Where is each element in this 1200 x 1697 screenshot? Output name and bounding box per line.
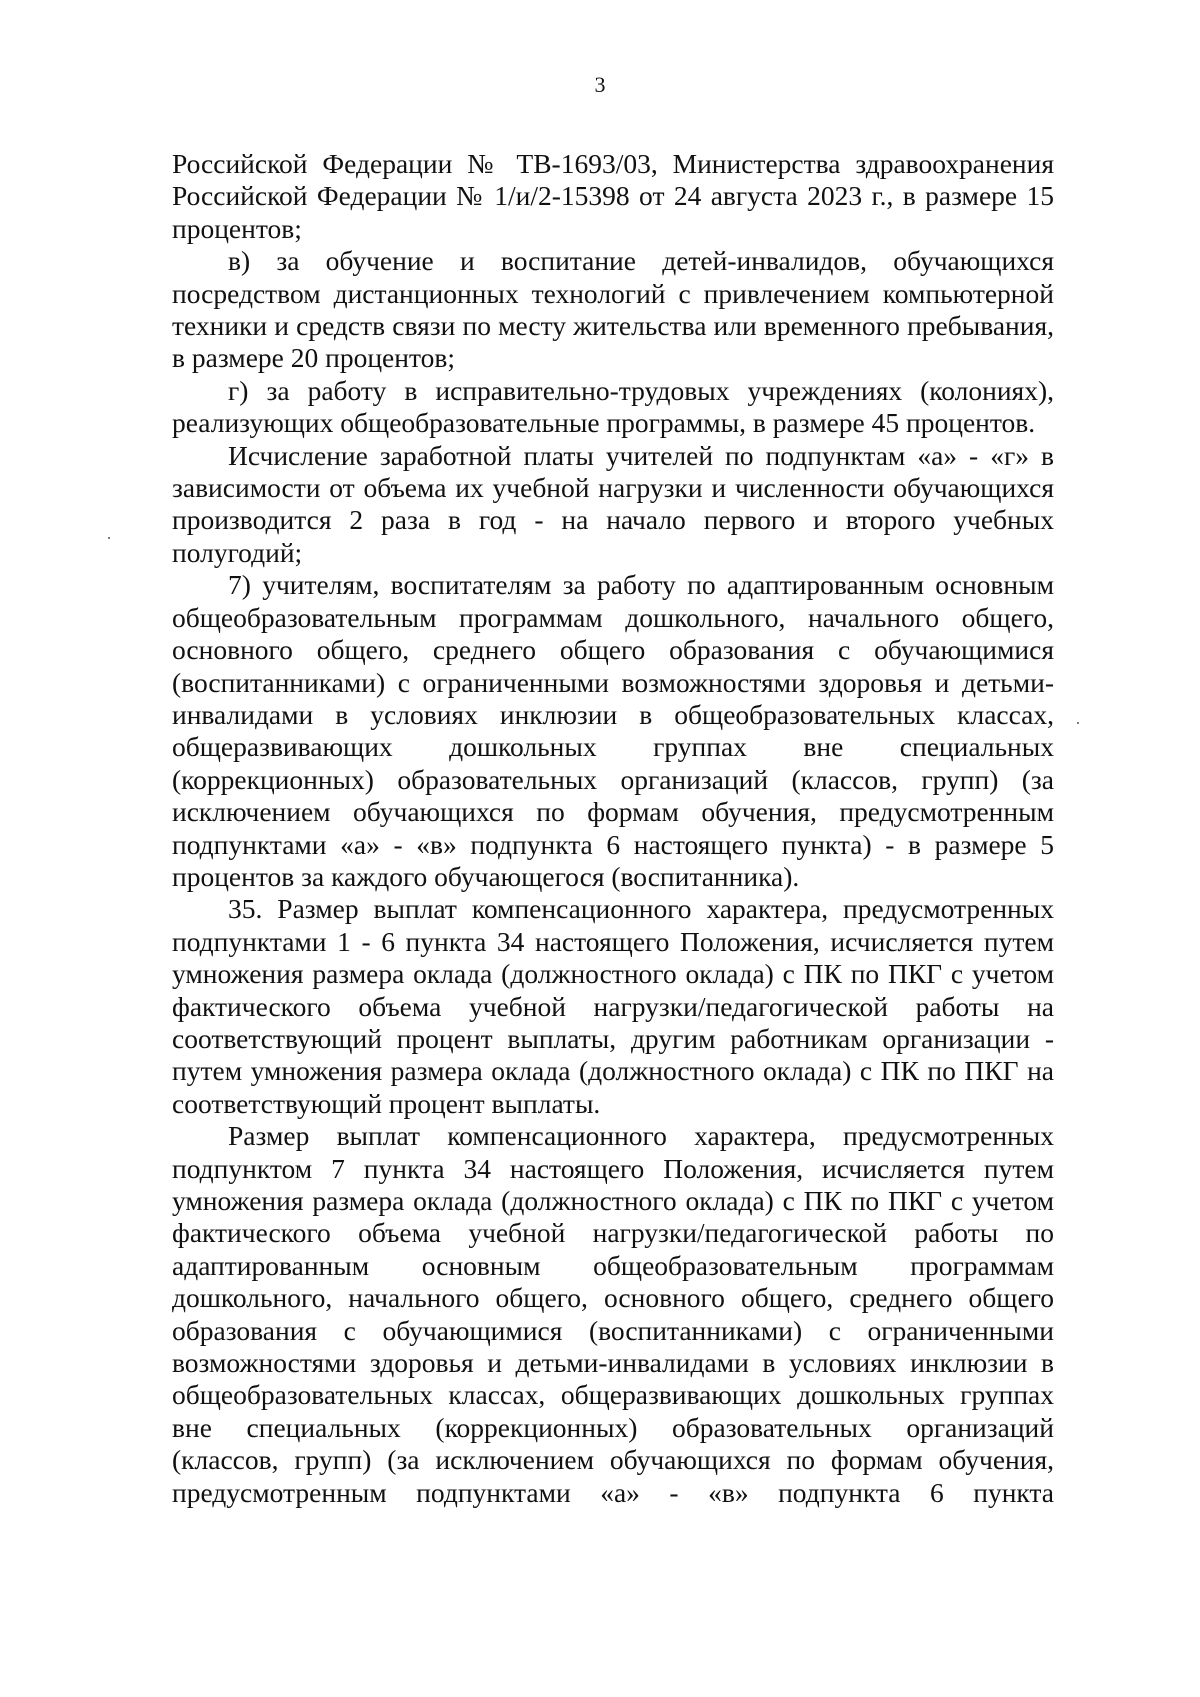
paragraph-clause-35: 35. Размер выплат компенсационного характера, предусмотренных подпунктами 1 - 6 пункта 34 настоящего Положения, исчисляется путем умножения размера оклада (должностного оклада) с ПК по ПКГ с учетом фактического объема учебной нагрузки/педагогической работы на соответствующий процент выплаты, другим работникам организации - путем умножения размера оклада (должностного оклада) с ПК по ПКГ на соответствующий процент выплаты. xyxy=(172,893,1054,1119)
document-body xyxy=(172,148,1054,1509)
page-number: 3 xyxy=(594,72,606,97)
paragraph-compensation-size: Размер выплат компенсационного характера, предусмотренных подпунктом 7 пункта 34 настоящего Положения, исчисляется путем умножения размера оклада (должностного оклада) с ПК по ПКГ с учетом фактического объема учебной нагрузки/педагогической работы по адаптированным основным общеобразовательным программам дошкольного, начального общего, основного общего, среднего общего образования с обучающимися (воспитанниками) с ограниченными возможностями здоровья и детьми-инвалидами в условиях инклюзии в общеобразовательных классах, общеразвивающих дошкольных группах вне специальных (коррекционных) образовательных организаций (классов, групп) (за исключением обучающихся по формам обучения, предусмотренным подпунктами «а» - «в» подпункта 6 пункта xyxy=(172,1120,1054,1508)
paragraph-salary-calculation: Исчисление заработной платы учителей по подпунктам «а» - «г» в зависимости от объема их учебной нагрузки и численности обучающихся производится 2 раза в год - на начало первого и второго учебных полугодий; xyxy=(172,439,1054,568)
scan-artifact-dot xyxy=(1077,722,1079,724)
paragraph-item-7: 7) учителям, воспитателям за работу по адаптированным основным общеобразовательным программам дошкольного, начального общего, основного общего, среднего общего образования с обучающимися (воспитанниками) с ограниченными возможностями здоровья и детьми-инвалидами в условиях инклюзии в общеобразовательных классах, общеразвивающих дошкольных группах вне специальных (коррекционных) образовательных организаций (классов, групп) (за исключением обучающихся по формам обучения, предусмотренным подпунктами «а» - «в» подпункта 6 настоящего пункта) - в размере 5 процентов за каждого обучающегося (воспитанника). xyxy=(172,569,1054,892)
paragraph-item-v: в) за обучение и воспитание детей-инвалидов, обучающихся посредством дистанционных технологий с привлечением компьютерной техники и средств связи по месту жительства или временного пребывания, в размере 20 процентов; xyxy=(172,245,1054,374)
paragraph-continuation: Российской Федерации № ТВ-1693/03, Министерства здравоохранения Российской Федерации № 1/и/2-15398 от 24 августа 2023 г., в размере 15 процентов; xyxy=(172,148,1054,244)
paragraph-item-g: г) за работу в исправительно-трудовых учреждениях (колониях), реализующих общеобразовательные программы, в размере 45 процентов. xyxy=(172,374,1054,439)
scan-artifact-dot xyxy=(108,537,110,539)
